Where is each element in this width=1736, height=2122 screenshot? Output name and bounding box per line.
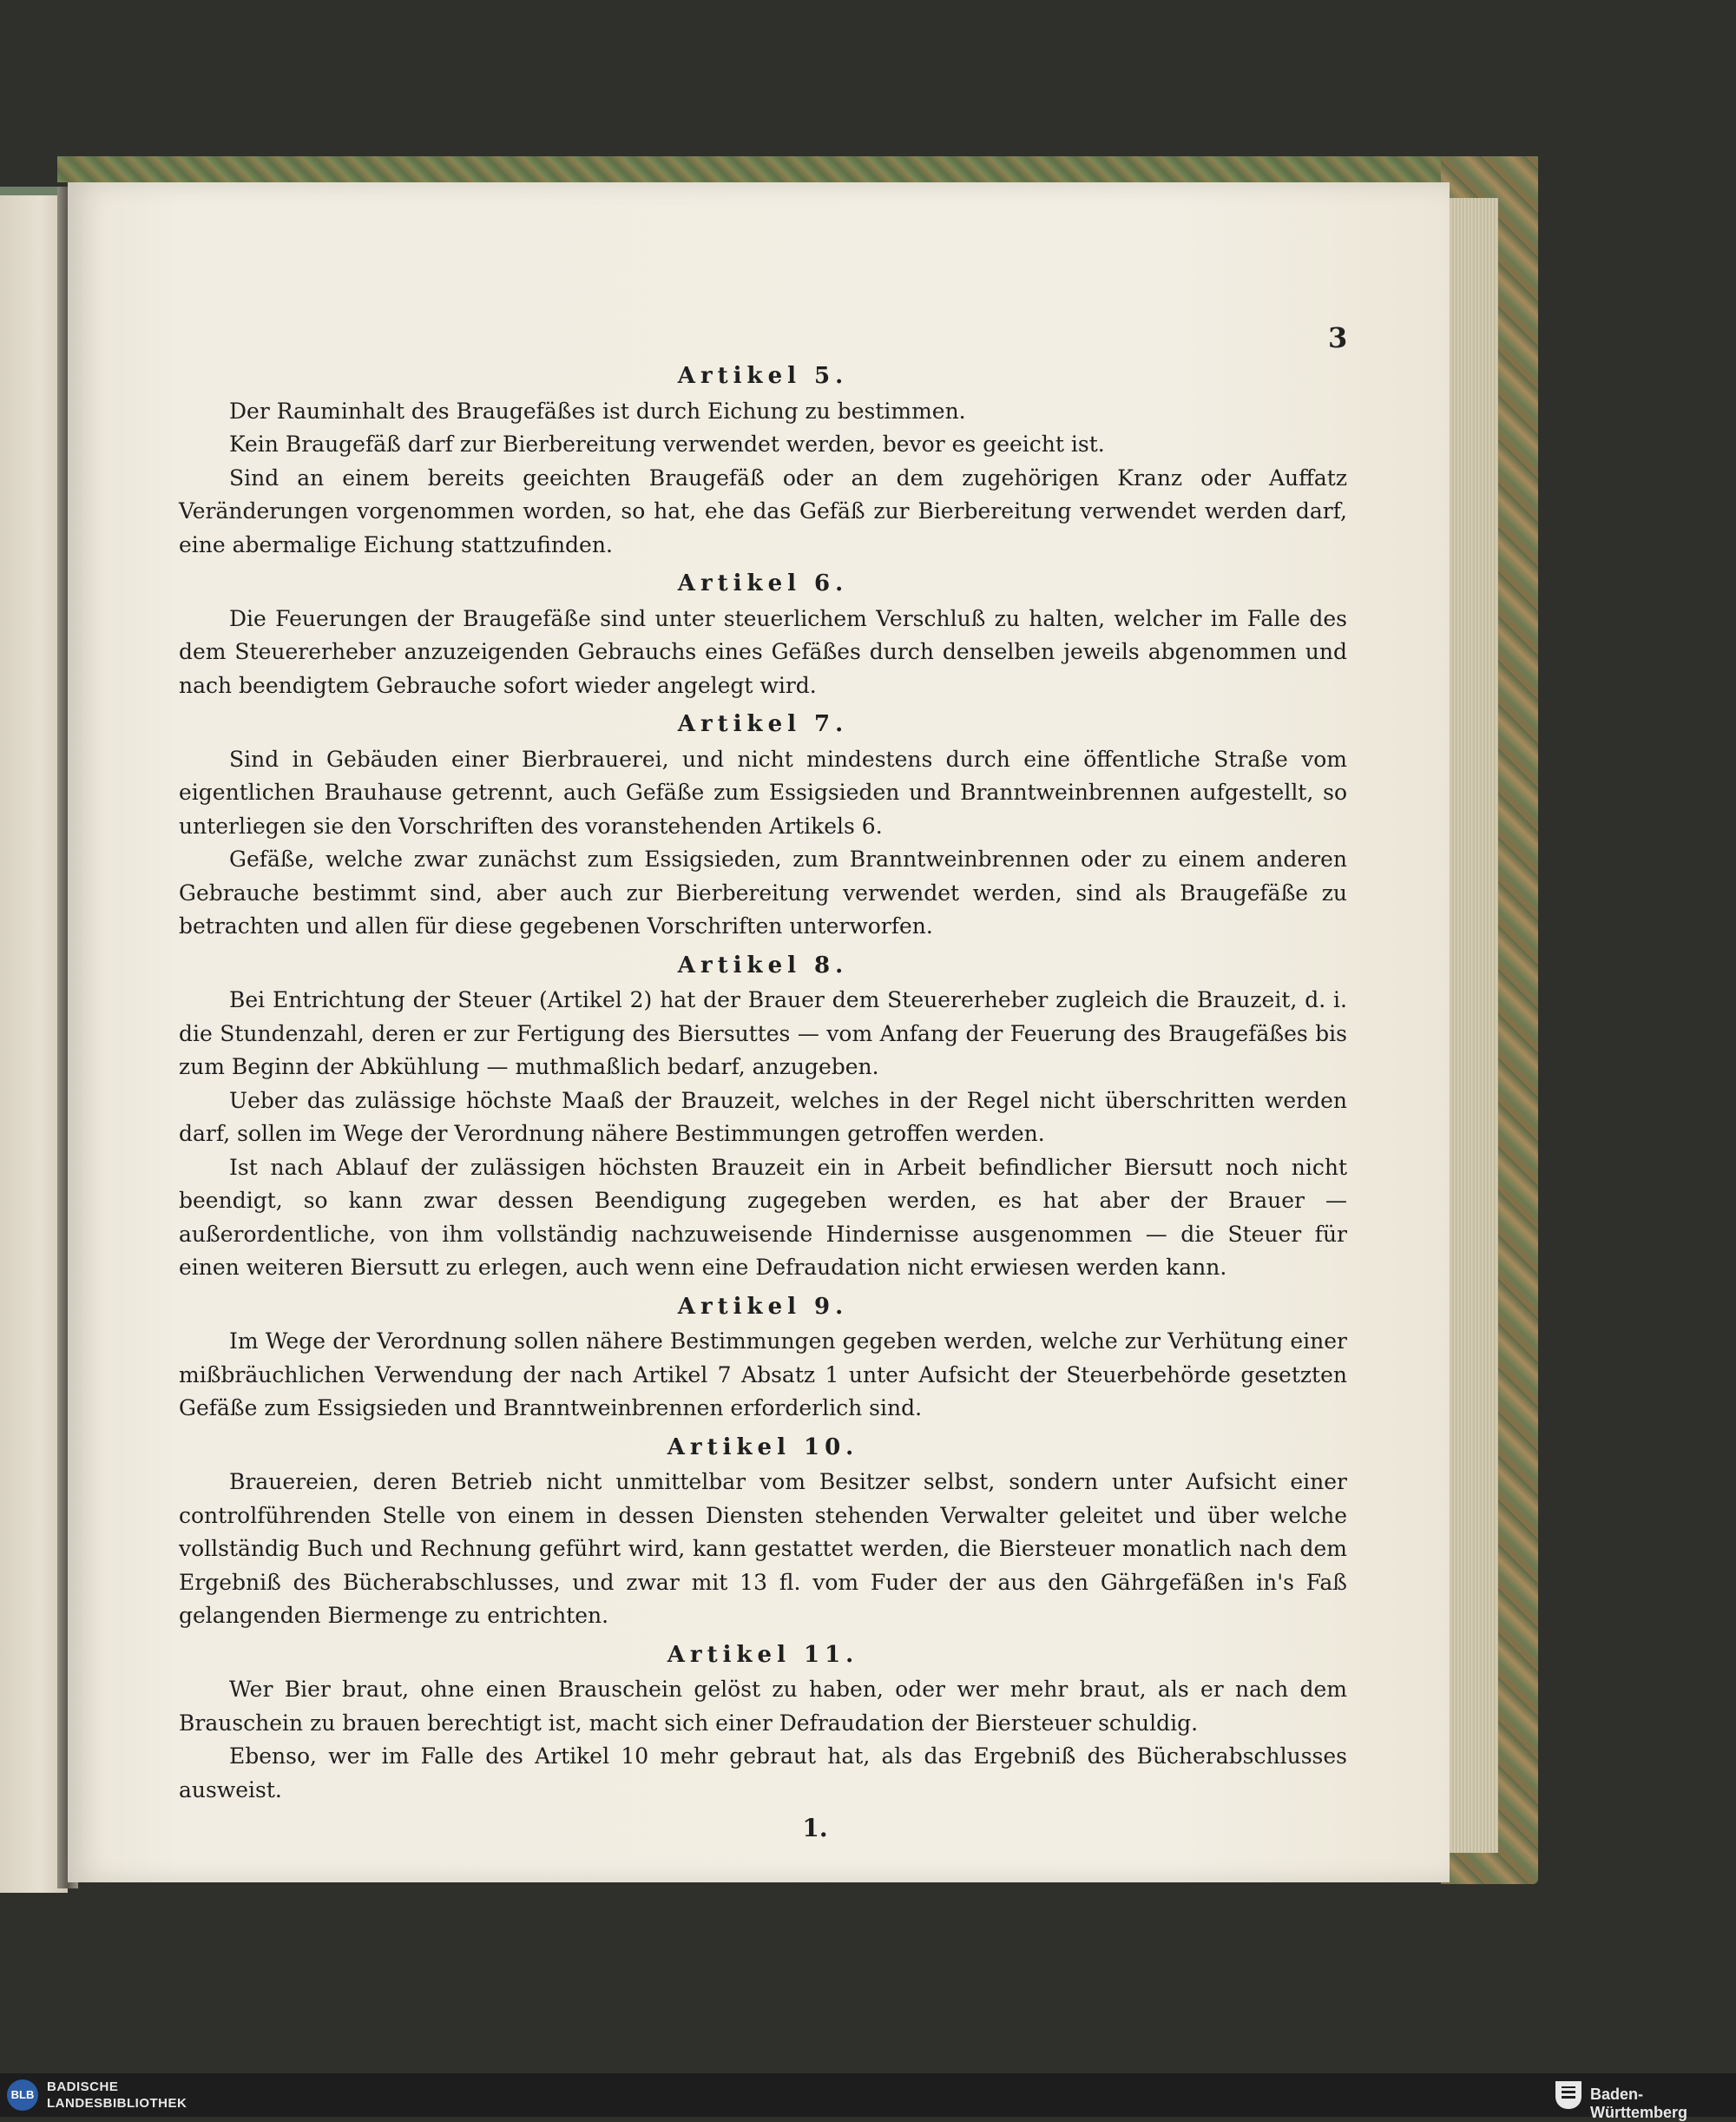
article-title: Artikel 7. xyxy=(677,711,849,737)
paragraph: Wer Bier braut, ohne einen Brauschein gelöst zu haben, oder wer mehr braut, als er nach dem Brauschein zu brauen berechtigt ist, macht sich einer Defraudation der Biersteuer schuldig. xyxy=(179,1677,1347,1736)
paragraph: Ueber das zulässige höchste Maaß der Brauzeit, welches in der Regel nicht überschritten werden darf, sollen im Wege der Verordnung nähere Bestimmungen getroffen werden. xyxy=(179,1087,1347,1146)
article-10 xyxy=(179,1431,1347,1633)
library-name-line2: LANDESBIBLIOTHEK xyxy=(47,2096,187,2111)
paragraph: Der Rauminhalt des Braugefäßes ist durch Eichung zu bestimmen. xyxy=(229,398,966,424)
article-5 xyxy=(179,359,1347,562)
paragraph: Kein Braugefäß darf zur Bierbereitung verwendet werden, bevor es geeicht ist. xyxy=(229,432,1105,457)
paragraph: Bei Entrichtung der Steuer (Artikel 2) hat der Brauer dem Steuererheber zugleich die Brauzeit, d. i. die Stundenzahl, deren er zur Fertigung des Biersuttes — vom Anfang der Feuerung des Braugefäßes bis zum Beginn der Abkühlung — muthmaßlich bedarf, anzugeben. xyxy=(179,987,1347,1079)
state-coat-of-arms-icon xyxy=(1555,2081,1581,2109)
state-name: Baden-Württemberg xyxy=(1590,2086,1687,2121)
article-9 xyxy=(179,1290,1347,1426)
article-7 xyxy=(179,708,1347,944)
library-name-line1: BADISCHE xyxy=(47,2079,119,2094)
blb-logo-icon: BLB xyxy=(7,2079,38,2111)
paragraph: Die Feuerungen der Braugefäße sind unter steuerlichem Verschluß zu halten, welcher im Falle des dem Steuererheber anzuzeigenden Gebrauchs eines Gefäßes durch denselben jeweils abgenommen und nach beendigtem Gebrauche sofort wieder angelegt wird. xyxy=(179,605,1347,698)
paragraph: Im Wege der Verordnung sollen nähere Bestimmungen gegeben werden, welche zur Verhütung einer mißbräuchlichen Verwendung der nach Artikel 7 Absatz 1 unter Aufsicht der Steuerbehörde gesetzten Gefäße zum Essigsieden und Branntweinbrennen erforderlich sind. xyxy=(179,1328,1347,1420)
page-text xyxy=(179,354,1347,1846)
library-name xyxy=(47,2079,187,2112)
page-number: 3 xyxy=(1328,321,1348,354)
book-cover-top-edge xyxy=(57,156,1538,182)
article-title: Artikel 5. xyxy=(677,363,849,389)
sheet-signature: 1. xyxy=(802,1814,828,1842)
article-title: Artikel 10. xyxy=(667,1433,859,1460)
article-title: Artikel 8. xyxy=(677,952,849,979)
article-title: Artikel 6. xyxy=(677,570,849,596)
article-title: Artikel 9. xyxy=(677,1293,849,1320)
paragraph: Gefäße, welche zwar zunächst zum Essigsieden, zum Branntweinbrennen oder zu einem anderen Gebrauche bestimmt sind, aber auch zur Bierbereitung verwendet werden, sind als Braugefäße zu betrachten und allen für diese gegebenen Vorschriften unterworfen. xyxy=(179,847,1347,939)
article-title: Artikel 11. xyxy=(667,1641,859,1668)
article-11 xyxy=(179,1638,1347,1808)
paragraph: Sind in Gebäuden einer Bierbrauerei, und nicht mindestens durch eine öffentliche Straße vom eigentlichen Brauhause getrennt, auch Gefäße zum Essigsieden und Branntweinbrennen aufgestellt, so unterliegen sie den Vorschriften des voranstehenden Artikels 6. xyxy=(179,746,1347,839)
viewer-footer xyxy=(0,2073,1736,2121)
paragraph: Brauereien, deren Betrieb nicht unmittelbar vom Besitzer selbst, sondern unter Aufsicht einer controlführenden Stelle von einem in dessen Diensten stehenden Verwalter geleitet und über welche vollständig Buch und Rechnung geführt wird, kann gestattet werden, die Biersteuer monatlich nach dem Ergebniß des Bücherabschlusses, und zwar mit 13 fl. vom Fuder der aus den Gährgefäßen in's Faß gelangenden Biermenge zu entrichten. xyxy=(179,1469,1347,1628)
page-edges xyxy=(1448,198,1498,1853)
article-6 xyxy=(179,567,1347,702)
article-8 xyxy=(179,949,1347,1285)
paragraph: Ebenso, wer im Falle des Artikel 10 mehr gebraut hat, als das Ergebniß des Bücherabschlusses ausweist. xyxy=(179,1743,1347,1802)
paragraph: Sind an einem bereits geeichten Braugefäß oder an dem zugehörigen Kranz oder Auffatz Veränderungen vorgenommen worden, so hat, ehe das Gefäß zur Bierbereitung verwendet werden darf, eine abermalige Eichung stattzufinden. xyxy=(179,465,1347,557)
paragraph: Ist nach Ablauf der zulässigen höchsten Brauzeit ein in Arbeit befindlicher Biersutt noch nicht beendigt, so kann zwar dessen Beendigung zugegeben werden, es hat aber der Brauer — außerordentliche, von ihm vollständig nachzuweisende Hindernisse ausgenommen — die Steuer für einen weiteren Biersutt zu erlegen, auch wenn eine Defraudation nicht erwiesen werden kann. xyxy=(179,1154,1347,1280)
